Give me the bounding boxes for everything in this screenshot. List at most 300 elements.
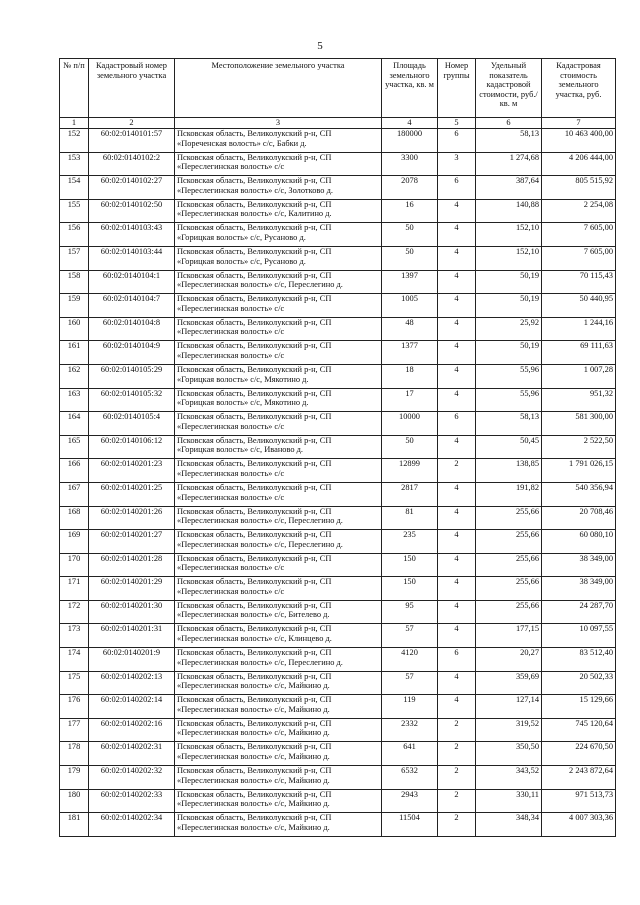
location xyxy=(175,624,382,648)
cadastral-number: 60:02:0140105:4 xyxy=(89,412,175,436)
location-line: Псковская область, Великолукский р-н, СП xyxy=(177,600,332,610)
location-line: «Горицкая волость» с/с, Русаново д. xyxy=(177,232,306,242)
group-number: 2 xyxy=(438,459,476,483)
table-row xyxy=(60,199,616,223)
group-number: 4 xyxy=(438,506,476,530)
unit-rate: 50,45 xyxy=(476,435,542,459)
location-line: Псковская область, Великолукский р-н, СП xyxy=(177,530,332,540)
row-number: 157 xyxy=(60,246,89,270)
table-row xyxy=(60,388,616,412)
area: 1377 xyxy=(382,341,438,365)
group-number: 2 xyxy=(438,789,476,813)
location xyxy=(175,482,382,506)
row-number: 177 xyxy=(60,718,89,742)
cadastral-number: 60:02:0140201:30 xyxy=(89,600,175,624)
location-line: «Переслегинская волость» с/с, Бителево д. xyxy=(177,610,330,620)
group-number: 4 xyxy=(438,246,476,270)
unit-rate: 152,10 xyxy=(476,223,542,247)
row-number: 154 xyxy=(60,176,89,200)
row-number: 181 xyxy=(60,813,89,837)
location-line: Псковская область, Великолукский р-н, СП xyxy=(177,482,332,492)
row-number: 162 xyxy=(60,364,89,388)
row-number: 159 xyxy=(60,294,89,318)
location-line: Псковская область, Великолукский р-н, СП xyxy=(177,176,332,186)
table-row xyxy=(60,246,616,270)
cadastral-value: 971 513,73 xyxy=(542,789,616,813)
cadastral-number: 60:02:0140201:25 xyxy=(89,482,175,506)
unit-rate: 255,66 xyxy=(476,577,542,601)
table-row xyxy=(60,435,616,459)
group-number: 6 xyxy=(438,412,476,436)
group-number: 4 xyxy=(438,624,476,648)
location-line: «Переслегинская волость» с/с, Майкино д. xyxy=(177,704,330,714)
group-number: 4 xyxy=(438,341,476,365)
row-number: 175 xyxy=(60,671,89,695)
location-line: «Переслегинская волость» с/с, Майкино д. xyxy=(177,799,330,809)
unit-rate: 255,66 xyxy=(476,530,542,554)
table-row xyxy=(60,412,616,436)
location-line: «Переслегинская волость» с/с xyxy=(177,303,285,313)
cadastral-number: 60:02:0140105:29 xyxy=(89,364,175,388)
unit-rate: 50,19 xyxy=(476,341,542,365)
unit-rate: 255,66 xyxy=(476,553,542,577)
location-line: Псковская область, Великолукский р-н, СП xyxy=(177,317,332,327)
cadastral-value: 24 287,70 xyxy=(542,600,616,624)
location xyxy=(175,553,382,577)
cadastral-value: 581 300,00 xyxy=(542,412,616,436)
group-number: 4 xyxy=(438,223,476,247)
cadastral-value: 2 522,50 xyxy=(542,435,616,459)
table-row xyxy=(60,648,616,672)
location xyxy=(175,600,382,624)
header-location: Местоположение земельного участка xyxy=(175,59,382,118)
column-number: 7 xyxy=(542,118,616,129)
cadastral-value: 2 254,08 xyxy=(542,199,616,223)
location-line: «Переслегинская волость» с/с xyxy=(177,586,285,596)
group-number: 4 xyxy=(438,695,476,719)
row-number: 167 xyxy=(60,482,89,506)
location-line: «Горицкая волость» с/с, Мякотино д. xyxy=(177,398,309,408)
table-row xyxy=(60,294,616,318)
area: 641 xyxy=(382,742,438,766)
location-line: Псковская область, Великолукский р-н, СП xyxy=(177,294,332,304)
location-line: Псковская область, Великолукский р-н, СП xyxy=(177,553,332,563)
location-line: Псковская область, Великолукский р-н, СП xyxy=(177,412,332,422)
group-number: 2 xyxy=(438,718,476,742)
area: 6532 xyxy=(382,766,438,790)
table-body xyxy=(60,129,616,837)
cadastral-number: 60:02:0140201:27 xyxy=(89,530,175,554)
table-row xyxy=(60,577,616,601)
row-number: 178 xyxy=(60,742,89,766)
location-line: Псковская область, Великолукский р-н, СП xyxy=(177,223,332,233)
group-number: 4 xyxy=(438,364,476,388)
area: 16 xyxy=(382,199,438,223)
table-row xyxy=(60,553,616,577)
column-number: 3 xyxy=(175,118,382,129)
cadastral-value: 2 243 872,64 xyxy=(542,766,616,790)
column-number: 1 xyxy=(60,118,89,129)
table-row xyxy=(60,718,616,742)
cadastral-value: 70 115,43 xyxy=(542,270,616,294)
unit-rate: 50,19 xyxy=(476,270,542,294)
location xyxy=(175,813,382,837)
cadastral-value: 38 349,00 xyxy=(542,577,616,601)
location-line: «Переслегинская волость» с/с xyxy=(177,327,285,337)
area: 3300 xyxy=(382,152,438,176)
cadastral-number: 60:02:0140105:32 xyxy=(89,388,175,412)
area: 17 xyxy=(382,388,438,412)
cadastral-value: 1 791 026,15 xyxy=(542,459,616,483)
unit-rate: 330,11 xyxy=(476,789,542,813)
row-number: 166 xyxy=(60,459,89,483)
page-number: 5 xyxy=(317,40,323,52)
cadastral-number: 60:02:0140201:23 xyxy=(89,459,175,483)
location-line: Псковская область, Великолукский р-н, СП xyxy=(177,341,332,351)
group-number: 2 xyxy=(438,742,476,766)
cadastral-value: 69 111,63 xyxy=(542,341,616,365)
location-line: «Переслегинская волость» с/с, Переслегино д. xyxy=(177,539,343,549)
unit-rate: 55,96 xyxy=(476,364,542,388)
location-line: «Переслегинская волость» с/с xyxy=(177,162,285,172)
location xyxy=(175,176,382,200)
unit-rate: 140,88 xyxy=(476,199,542,223)
location-line: Псковская область, Великолукский р-н, СП xyxy=(177,577,332,587)
area: 48 xyxy=(382,317,438,341)
location xyxy=(175,223,382,247)
table-header-row xyxy=(60,59,616,118)
table-row xyxy=(60,600,616,624)
row-number: 169 xyxy=(60,530,89,554)
group-number: 6 xyxy=(438,129,476,153)
cadastral-value: 540 356,94 xyxy=(542,482,616,506)
unit-rate: 255,66 xyxy=(476,600,542,624)
area: 2078 xyxy=(382,176,438,200)
cadastral-value: 745 120,64 xyxy=(542,718,616,742)
area: 2943 xyxy=(382,789,438,813)
cadastral-value: 15 129,66 xyxy=(542,695,616,719)
unit-rate: 348,34 xyxy=(476,813,542,837)
location-line: Псковская область, Великолукский р-н, СП xyxy=(177,506,332,516)
header-unit-rate: Удельный показатель кадастровой стоимости, руб./кв. м xyxy=(476,59,542,118)
cadastral-number: 60:02:0140104:8 xyxy=(89,317,175,341)
header-group: Номер группы xyxy=(438,59,476,118)
table-row xyxy=(60,506,616,530)
row-number: 158 xyxy=(60,270,89,294)
group-number: 6 xyxy=(438,176,476,200)
location-line: Псковская область, Великолукский р-н, СП xyxy=(177,435,332,445)
location-line: Псковская область, Великолукский р-н, СП xyxy=(177,789,332,799)
cadastral-number: 60:02:0140201:26 xyxy=(89,506,175,530)
group-number: 4 xyxy=(438,388,476,412)
location xyxy=(175,199,382,223)
location xyxy=(175,671,382,695)
group-number: 4 xyxy=(438,530,476,554)
cadastral-value: 60 080,10 xyxy=(542,530,616,554)
cadastral-value: 10 097,55 xyxy=(542,624,616,648)
area: 57 xyxy=(382,671,438,695)
location-line: Псковская область, Великолукский р-н, СП xyxy=(177,718,332,728)
cadastral-value: 10 463 400,00 xyxy=(542,129,616,153)
location-line: «Пореченская волость» с/с, Бабки д. xyxy=(177,138,307,148)
table-row xyxy=(60,671,616,695)
group-number: 2 xyxy=(438,813,476,837)
area: 2817 xyxy=(382,482,438,506)
cadastral-value-table xyxy=(59,58,616,837)
unit-rate: 20,27 xyxy=(476,648,542,672)
area: 180000 xyxy=(382,129,438,153)
location xyxy=(175,695,382,719)
unit-rate: 138,85 xyxy=(476,459,542,483)
group-number: 4 xyxy=(438,317,476,341)
cadastral-value: 20 502,33 xyxy=(542,671,616,695)
cadastral-value: 224 670,50 xyxy=(542,742,616,766)
unit-rate: 50,19 xyxy=(476,294,542,318)
table-row xyxy=(60,624,616,648)
location xyxy=(175,577,382,601)
location xyxy=(175,648,382,672)
location-line: Псковская область, Великолукский р-н, СП xyxy=(177,742,332,752)
row-number: 164 xyxy=(60,412,89,436)
unit-rate: 350,50 xyxy=(476,742,542,766)
location-line: «Переслегинская волость» с/с, Золотково д. xyxy=(177,185,333,195)
column-number: 4 xyxy=(382,118,438,129)
location-line: «Переслегинская волость» с/с, Переслегино д. xyxy=(177,280,343,290)
location-line: Псковская область, Великолукский р-н, СП xyxy=(177,813,332,823)
location-line: Псковская область, Великолукский р-н, СП xyxy=(177,671,332,681)
cadastral-number: 60:02:0140202:13 xyxy=(89,671,175,695)
cadastral-number: 60:02:0140201:28 xyxy=(89,553,175,577)
row-number: 156 xyxy=(60,223,89,247)
group-number: 4 xyxy=(438,553,476,577)
cadastral-value: 951,32 xyxy=(542,388,616,412)
cadastral-value: 38 349,00 xyxy=(542,553,616,577)
cadastral-number: 60:02:0140202:34 xyxy=(89,813,175,837)
column-number-row xyxy=(60,118,616,129)
location-line: «Переслегинская волость» с/с, Майкино д. xyxy=(177,728,330,738)
location-line: Псковская область, Великолукский р-н, СП xyxy=(177,129,332,138)
row-number: 172 xyxy=(60,600,89,624)
table-row xyxy=(60,223,616,247)
unit-rate: 25,92 xyxy=(476,317,542,341)
cadastral-number: 60:02:0140104:9 xyxy=(89,341,175,365)
cadastral-value: 1 244,16 xyxy=(542,317,616,341)
location xyxy=(175,129,382,153)
cadastral-value: 20 708,46 xyxy=(542,506,616,530)
unit-rate: 152,10 xyxy=(476,246,542,270)
location-line: «Переслегинская волость» с/с, Клинцево д. xyxy=(177,634,332,644)
location-line: «Переслегинская волость» с/с xyxy=(177,492,285,502)
group-number: 4 xyxy=(438,199,476,223)
location-line: «Переслегинская волость» с/с xyxy=(177,350,285,360)
group-number: 4 xyxy=(438,435,476,459)
location-line: Псковская область, Великолукский р-н, СП xyxy=(177,246,332,256)
location xyxy=(175,152,382,176)
cadastral-number: 60:02:0140202:32 xyxy=(89,766,175,790)
cadastral-number: 60:02:0140202:31 xyxy=(89,742,175,766)
table-row xyxy=(60,766,616,790)
location xyxy=(175,341,382,365)
location-line: «Горицкая волость» с/с, Мякотино д. xyxy=(177,374,309,384)
cadastral-value: 50 440,95 xyxy=(542,294,616,318)
location-line: Псковская область, Великолукский р-н, СП xyxy=(177,648,332,658)
area: 150 xyxy=(382,553,438,577)
location-line: «Переслегинская волость» с/с, Переслегино д. xyxy=(177,657,343,667)
header-area: Площадь земельного участка, кв. м xyxy=(382,59,438,118)
unit-rate: 387,64 xyxy=(476,176,542,200)
table-row xyxy=(60,317,616,341)
location-line: «Переслегинская волость» с/с, Майкино д. xyxy=(177,822,330,832)
location-line: «Горицкая волость» с/с, Русаново д. xyxy=(177,256,306,266)
group-number: 3 xyxy=(438,152,476,176)
unit-rate: 58,13 xyxy=(476,129,542,153)
table-row xyxy=(60,364,616,388)
location-line: Псковская область, Великолукский р-н, СП xyxy=(177,364,332,374)
location xyxy=(175,506,382,530)
cadastral-value: 7 605,00 xyxy=(542,223,616,247)
unit-rate: 1 274,68 xyxy=(476,152,542,176)
table-row xyxy=(60,482,616,506)
row-number: 153 xyxy=(60,152,89,176)
location-line: Псковская область, Великолукский р-н, СП xyxy=(177,270,332,280)
location-line: Псковская область, Великолукский р-н, СП xyxy=(177,459,332,469)
group-number: 4 xyxy=(438,270,476,294)
unit-rate: 58,13 xyxy=(476,412,542,436)
table-row xyxy=(60,152,616,176)
row-number: 170 xyxy=(60,553,89,577)
cadastral-number: 60:02:0140103:43 xyxy=(89,223,175,247)
cadastral-number: 60:02:0140103:44 xyxy=(89,246,175,270)
location-line: Псковская область, Великолукский р-н, СП xyxy=(177,388,332,398)
cadastral-number: 60:02:0140202:33 xyxy=(89,789,175,813)
table-row xyxy=(60,129,616,153)
location xyxy=(175,270,382,294)
header-cadastral-value: Кадастровая стоимость земельного участка, руб. xyxy=(542,59,616,118)
row-number: 168 xyxy=(60,506,89,530)
cadastral-number: 60:02:0140102:50 xyxy=(89,199,175,223)
table-row xyxy=(60,742,616,766)
header-number: № п/п xyxy=(60,59,89,118)
cadastral-number: 60:02:0140102:2 xyxy=(89,152,175,176)
area: 235 xyxy=(382,530,438,554)
table-row xyxy=(60,789,616,813)
table-row xyxy=(60,341,616,365)
row-number: 173 xyxy=(60,624,89,648)
row-number: 165 xyxy=(60,435,89,459)
cadastral-number: 60:02:0140201:31 xyxy=(89,624,175,648)
group-number: 4 xyxy=(438,600,476,624)
location xyxy=(175,718,382,742)
cadastral-number: 60:02:0140101:57 xyxy=(89,129,175,153)
area: 4120 xyxy=(382,648,438,672)
location xyxy=(175,294,382,318)
location-line: «Переслегинская волость» с/с, Переслегино д. xyxy=(177,516,343,526)
location xyxy=(175,364,382,388)
location-line: «Переслегинская волость» с/с, Майкино д. xyxy=(177,752,330,762)
column-number: 5 xyxy=(438,118,476,129)
unit-rate: 343,52 xyxy=(476,766,542,790)
unit-rate: 127,14 xyxy=(476,695,542,719)
location-line: Псковская область, Великолукский р-н, СП xyxy=(177,766,332,776)
cadastral-number: 60:02:0140104:1 xyxy=(89,270,175,294)
group-number: 4 xyxy=(438,577,476,601)
cadastral-value: 805 515,92 xyxy=(542,176,616,200)
unit-rate: 55,96 xyxy=(476,388,542,412)
location-line: Псковская область, Великолукский р-н, СП xyxy=(177,624,332,634)
location-line: «Горицкая волость» с/с, Иваново д. xyxy=(177,445,304,455)
group-number: 4 xyxy=(438,671,476,695)
cadastral-value: 4 206 444,00 xyxy=(542,152,616,176)
cadastral-number: 60:02:0140202:14 xyxy=(89,695,175,719)
cadastral-number: 60:02:0140201:9 xyxy=(89,648,175,672)
location xyxy=(175,766,382,790)
group-number: 4 xyxy=(438,482,476,506)
area: 50 xyxy=(382,246,438,270)
area: 50 xyxy=(382,435,438,459)
location-line: Псковская область, Великолукский р-н, СП xyxy=(177,199,332,209)
unit-rate: 177,15 xyxy=(476,624,542,648)
cadastral-number: 60:02:0140106:12 xyxy=(89,435,175,459)
location xyxy=(175,742,382,766)
table-row xyxy=(60,695,616,719)
location xyxy=(175,388,382,412)
unit-rate: 255,66 xyxy=(476,506,542,530)
cadastral-number: 60:02:0140201:29 xyxy=(89,577,175,601)
area: 1005 xyxy=(382,294,438,318)
cadastral-value: 1 007,28 xyxy=(542,364,616,388)
location-line: «Переслегинская волость» с/с, Майкино д. xyxy=(177,681,330,691)
table-row xyxy=(60,459,616,483)
location-line: «Переслегинская волость» с/с xyxy=(177,421,285,431)
table-row xyxy=(60,270,616,294)
location-line: «Переслегинская волость» с/с, Калитино д. xyxy=(177,209,332,219)
row-number: 160 xyxy=(60,317,89,341)
cadastral-value: 7 605,00 xyxy=(542,246,616,270)
area: 1397 xyxy=(382,270,438,294)
row-number: 163 xyxy=(60,388,89,412)
area: 119 xyxy=(382,695,438,719)
cadastral-number: 60:02:0140202:16 xyxy=(89,718,175,742)
cadastral-number: 60:02:0140104:7 xyxy=(89,294,175,318)
location-line: «Переслегинская волость» с/с xyxy=(177,468,285,478)
cadastral-value: 4 007 303,36 xyxy=(542,813,616,837)
location xyxy=(175,789,382,813)
location xyxy=(175,435,382,459)
group-number: 4 xyxy=(438,294,476,318)
location xyxy=(175,412,382,436)
unit-rate: 319,52 xyxy=(476,718,542,742)
header-cadastral-number: Кадастровый номер земельного участка xyxy=(89,59,175,118)
row-number: 174 xyxy=(60,648,89,672)
area: 150 xyxy=(382,577,438,601)
row-number: 152 xyxy=(60,129,89,153)
column-number: 6 xyxy=(476,118,542,129)
location-line: Псковская область, Великолукский р-н, СП xyxy=(177,695,332,705)
location-line: Псковская область, Великолукский р-н, СП xyxy=(177,152,332,162)
area: 10000 xyxy=(382,412,438,436)
unit-rate: 191,82 xyxy=(476,482,542,506)
area: 81 xyxy=(382,506,438,530)
area: 57 xyxy=(382,624,438,648)
cadastral-number: 60:02:0140102:27 xyxy=(89,176,175,200)
location xyxy=(175,530,382,554)
area: 12899 xyxy=(382,459,438,483)
location-line: «Переслегинская волость» с/с, Майкино д. xyxy=(177,775,330,785)
area: 50 xyxy=(382,223,438,247)
table-row xyxy=(60,813,616,837)
location-line: «Переслегинская волость» с/с xyxy=(177,563,285,573)
row-number: 171 xyxy=(60,577,89,601)
